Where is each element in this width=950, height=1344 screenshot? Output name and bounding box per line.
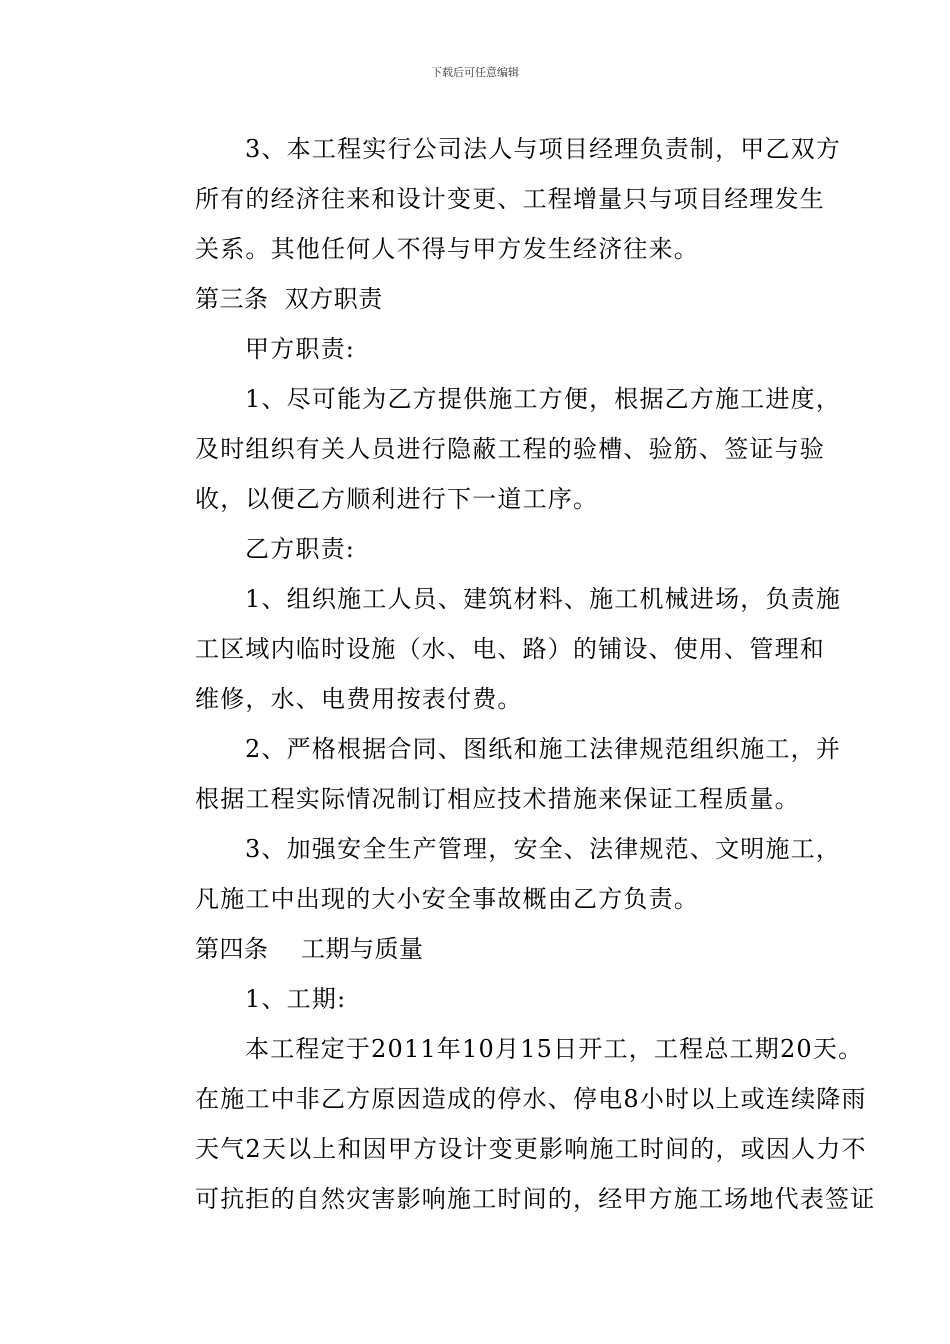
text-line: 天气2天以上和因甲方设计变更影响施工时间的，或因人力不 xyxy=(195,1135,867,1163)
text-line: 及时组织有关人员进行隐蔽工程的验槽、验筋、签证与验 xyxy=(195,435,825,463)
text-line: 凡施工中出现的大小安全事故概由乙方负责。 xyxy=(195,885,699,913)
text-line: 1、工期: xyxy=(245,985,347,1013)
text-line: 本工程定于2011年10月15日开工，工程总工期20天。 xyxy=(245,1035,864,1063)
paragraph-legal-rep-responsibility xyxy=(145,124,842,274)
schedule-label xyxy=(145,974,835,1024)
party-b-duty-2 xyxy=(145,724,842,824)
text-line: 可抗拒的自然灾害影响施工时间的，经甲方施工场地代表签证 xyxy=(195,1185,876,1213)
text-line: 所有的经济往来和设计变更、工程增量只与项目经理发生 xyxy=(195,185,825,213)
header-note: 下载后可任意编辑 xyxy=(431,66,519,79)
section-heading-article-4: 第四条 工期与质量 xyxy=(195,935,424,963)
text-line: 3、本工程实行公司法人与项目经理负责制，甲乙双方 xyxy=(245,135,842,163)
text-line: 2、严格根据合同、图纸和施工法律规范组织施工，并 xyxy=(245,735,842,763)
party-a-duties-label xyxy=(145,324,835,374)
text-line: 根据工程实际情况制订相应技术措施来保证工程质量。 xyxy=(195,785,800,813)
text-line: 乙方职责: xyxy=(245,535,356,563)
party-a-duty-1 xyxy=(145,374,842,524)
text-line: 关系。其他任何人不得与甲方发生经济往来。 xyxy=(195,235,699,263)
text-line: 甲方职责: xyxy=(245,335,356,363)
text-line: 维修，水、电费用按表付费。 xyxy=(195,685,523,713)
party-b-duty-1 xyxy=(145,574,842,724)
text-line: 在施工中非乙方原因造成的停水、停电8小时以上或连续降雨 xyxy=(195,1085,867,1113)
text-line: 收，以便乙方顺利进行下一道工序。 xyxy=(195,485,599,513)
document-body xyxy=(145,124,876,1224)
party-b-duties-label xyxy=(145,524,835,574)
text-line: 3、加强安全生产管理，安全、法律规范、文明施工， xyxy=(245,835,842,863)
party-b-duty-3 xyxy=(145,824,842,924)
schedule-paragraph xyxy=(145,1024,876,1224)
text-line: 工区域内临时设施（水、电、路）的铺设、使用、管理和 xyxy=(195,635,825,663)
section-heading-article-3: 第三条 双方职责 xyxy=(195,285,383,313)
text-line: 1、尽可能为乙方提供施工方便，根据乙方施工进度， xyxy=(245,385,842,413)
text-line: 1、组织施工人员、建筑材料、施工机械进场，负责施 xyxy=(245,585,842,613)
